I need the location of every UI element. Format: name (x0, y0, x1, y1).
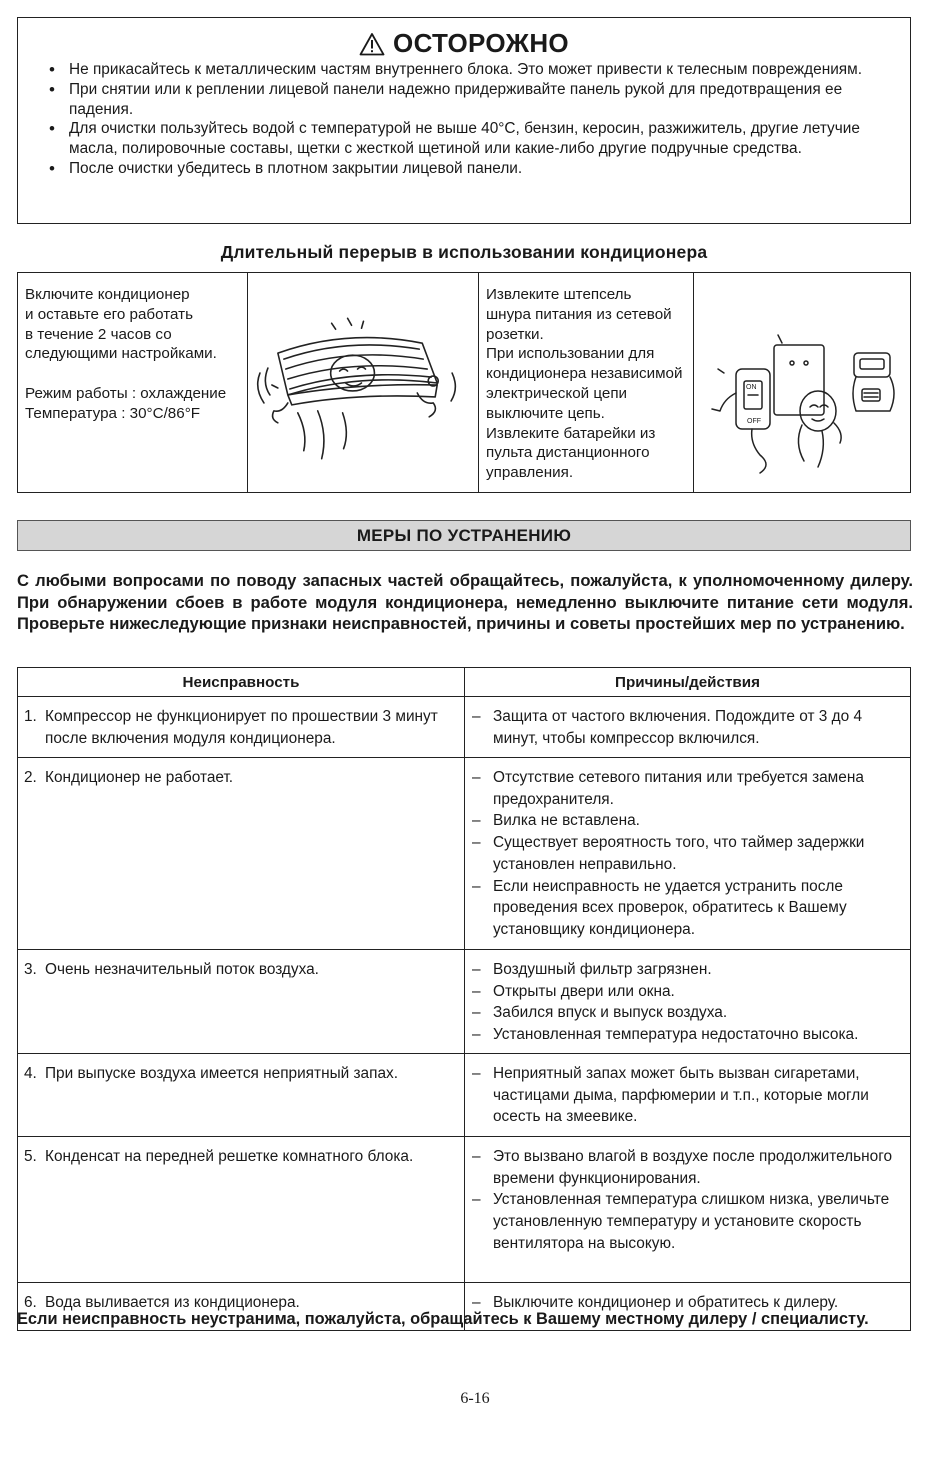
fault-cell (18, 1054, 465, 1137)
action-item: – Открыты двери или окна. (472, 981, 894, 1003)
long-break-right-text: Извлеките штепсель шнура питания из сетевой розетки. При использовании для кондиционера независимой электрической цепи выключите цепь. Извлеките батарейки из пульта дистанционного управления. (479, 273, 694, 492)
caution-heading (18, 28, 910, 59)
table-row (18, 1054, 911, 1137)
action-item: – Выключите кондиционер и обратитесь к дилеру. (472, 1292, 894, 1314)
ac-unit-illustration (248, 273, 479, 492)
switch-on-label: ON (746, 384, 757, 391)
caution-title: ОСТОРОЖНО (393, 28, 569, 58)
fault-cell (18, 758, 465, 950)
measures-title: МЕРЫ ПО УСТРАНЕНИЮ (17, 520, 911, 551)
closing-note: Если неисправность неустранима, пожалуйста, обращайтесь к Вашему местному дилеру / специалисту. (17, 1310, 869, 1328)
measures-intro: С любыми вопросами по поводу запасных частей обращайтесь, пожалуйста, к уполномоченному дилеру. При обнаружении сбоев в работе модуля кондиционера, немедленно выключите питание сети модуля. Проверьте нижеследующие признаки неисправностей, причины и советы простейших мер по устранению. (17, 571, 913, 633)
table-row (18, 950, 911, 1054)
ac-cartoon-icon (248, 273, 478, 492)
fault-text (18, 1137, 464, 1168)
action-item: – Отсутствие сетевого питания или требуется замена предохранителя. (472, 767, 894, 810)
action-cell (465, 758, 911, 950)
troubleshooting-table (17, 667, 911, 1331)
fault-description: При выпуске воздуха имеется неприятный запах. (45, 1065, 398, 1082)
action-list (465, 950, 910, 1046)
fault-text (18, 1054, 464, 1085)
long-break-title: Длительный перерыв в использовании кондиционера (220, 242, 708, 262)
action-list (465, 1137, 910, 1255)
action-item: – Воздушный фильтр загрязнен. (472, 959, 894, 981)
switch-off-label: OFF (747, 418, 761, 425)
action-item: – Существует вероятность того, что таймер задержки установлен неправильно. (472, 832, 894, 875)
action-cell (465, 697, 911, 758)
action-item: – Если неисправность не удается устранить после проведения всех проверок, обратитесь к Вашему установщику кондиционера. (472, 876, 894, 941)
unplug-illustration (694, 273, 912, 492)
action-cell (465, 1137, 911, 1283)
action-item: – Вилка не вставлена. (472, 810, 894, 832)
action-list (465, 758, 910, 941)
caution-item: • При снятии или к реплении лицевой панели надежно придерживайте панель рукой для предотвращения ее падения. (48, 80, 880, 120)
fault-description: Очень незначительный поток воздуха. (45, 961, 319, 978)
fault-description: Конденсат на передней решетке комнатного блока. (45, 1148, 414, 1165)
action-list (465, 1054, 910, 1128)
fault-number: 3. (24, 961, 37, 978)
header-action: Причины/действия (465, 668, 911, 697)
fault-description: Компрессор не функционирует по прошествии 3 минут после включения модуля кондиционера. (45, 708, 438, 747)
action-cell (465, 950, 911, 1054)
caution-item: • Не прикасайтесь к металлическим частям внутреннего блока. Это может привести к телесным повреждениям. (48, 60, 880, 80)
table-row (18, 758, 911, 950)
long-break-left-text: Включите кондиционер и оставьте его работать в течение 2 часов со следующими настройками. Режим работы : охлаждение Температура : 30°С/86°F (18, 273, 248, 492)
action-cell (465, 1054, 911, 1137)
fault-cell (18, 1137, 465, 1283)
caution-item: • После очистки убедитесь в плотном закрытии лицевой панели. (48, 159, 880, 179)
fault-cell (18, 697, 465, 758)
warning-triangle-icon (359, 32, 385, 56)
unplug-cartoon-icon (694, 273, 912, 492)
fault-number: 4. (24, 1065, 37, 1082)
long-break-table (17, 272, 911, 493)
page-number: 6-16 (460, 1390, 490, 1407)
action-item: – Это вызвано влагой в воздухе после продолжительного времени функционирования. (472, 1146, 894, 1189)
action-item: – Установленная температура недостаточно высока. (472, 1024, 894, 1046)
action-item: – Установленная температура слишком низка, увеличьте установленную температуру и установите скорость вентилятора на высокую. (472, 1189, 894, 1254)
caution-box (17, 17, 911, 224)
fault-number: 1. (24, 708, 37, 725)
action-item: – Забился впуск и выпуск воздуха. (472, 1002, 894, 1024)
fault-number: 6. (24, 1294, 37, 1311)
table-row (18, 1137, 911, 1283)
caution-item: • Для очистки пользуйтесь водой с температурой не выше 40°С, бензин, керосин, разжижитель, другие летучие масла, полировочные составы, щетки с жесткой щетиной или какие-либо другие подручные средства. (48, 119, 880, 159)
action-item: – Защита от частого включения. Подождите от 3 до 4 минут, чтобы компрессор включился. (472, 706, 894, 749)
action-list (465, 697, 910, 749)
fault-text (18, 758, 464, 789)
fault-description: Кондиционер не работает. (45, 769, 234, 786)
fault-cell (18, 950, 465, 1054)
fault-number: 5. (24, 1148, 37, 1165)
fault-text (18, 950, 464, 981)
header-fault: Неисправность (18, 668, 465, 697)
fault-number: 2. (24, 769, 37, 786)
table-header-row (18, 668, 911, 697)
caution-list (48, 60, 880, 179)
fault-text (18, 697, 464, 749)
action-item: – Неприятный запах может быть вызван сигаретами, частицами дыма, парфюмерии и т.п., которые могли осесть на змеевике. (472, 1063, 894, 1128)
fault-description: Вода выливается из кондиционера. (45, 1294, 300, 1311)
table-row (18, 697, 911, 758)
